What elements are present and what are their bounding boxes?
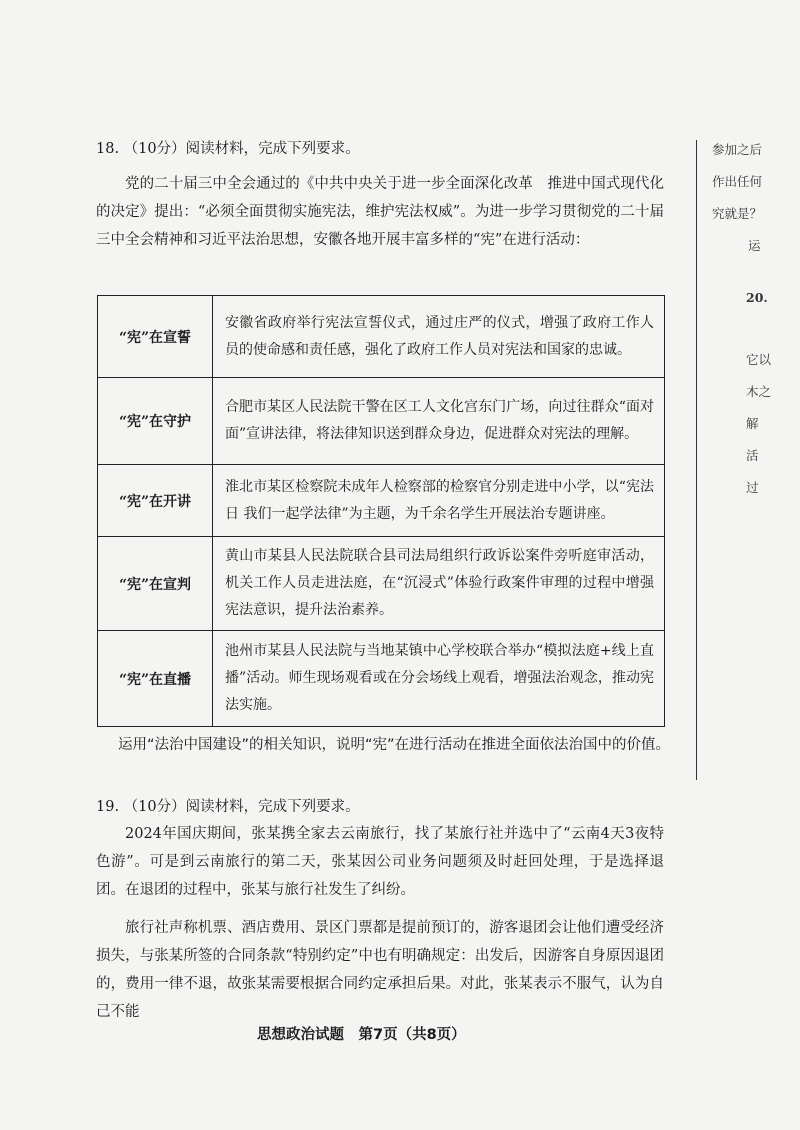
table-row xyxy=(98,465,665,537)
row-label: “宪”在直播 xyxy=(98,631,213,727)
row-text: 安徽省政府举行宪法宣誓仪式，通过庄严的仪式，增强了政府工作人员的使命感和责任感，强化了政府工作人员对宪法和国家的忠诚。 xyxy=(213,296,665,378)
table-row xyxy=(98,537,665,631)
q19-heading: 19. （10分）阅读材料，完成下列要求。 xyxy=(96,799,360,815)
row-label: “宪”在宣誓 xyxy=(98,296,213,378)
row-label: “宪”在守护 xyxy=(98,378,213,465)
q19-paragraph-2: 旅行社声称机票、酒店费用、景区门票都是提前预订的，游客退团会让他们遭受经济损失，与张某所签的合同条款“特别约定”中也有明确规定：出发后，因游客自身原因退团的，费用一律不退，故张某需要根据合同约定承担后果。对此，张某表示不服气，认为自己不能 xyxy=(96,920,664,1020)
edge-text: 过 xyxy=(746,480,759,495)
edge-text: 活 xyxy=(746,448,759,463)
activities-table xyxy=(97,295,665,727)
edge-text: 它以 xyxy=(746,352,772,367)
edge-text: 木之 xyxy=(746,384,772,399)
table-row xyxy=(98,631,665,727)
page-fold-line xyxy=(696,140,697,780)
edge-text: 解 xyxy=(746,416,759,431)
edge-text: 参加之后 xyxy=(712,142,763,157)
row-text: 淮北市某区检察院未成年人检察部的检察官分别走进中小学，以“宪法日 我们一起学法律”为主题，为千余名学生开展法治专题讲座。 xyxy=(213,465,665,537)
q18-intro: 党的二十届三中全会通过的《中共中央关于进一步全面深化改革 推进中国式现代化的决定》提出：“必须全面贯彻实施宪法，维护宪法权威”。为进一步学习贯彻党的二十届三中全会精神和习近平法治思想，安徽各地开展丰富多样的“宪”在进行活动： xyxy=(96,176,664,248)
page-footer: 思想政治试题 第7页（共8页） xyxy=(257,1027,466,1043)
q19-paragraph-1: 2024年国庆期间，张某携全家去云南旅行，找了某旅行社并选中了“云南4天3夜特色游”。可是到云南旅行的第二天，张某因公司业务问题须及时赶回处理，于是选择退团。在退团的过程中，张某与旅行社发生了纠纷。 xyxy=(96,826,664,898)
edge-text: 运 xyxy=(748,238,761,253)
table-row xyxy=(98,296,665,378)
row-text: 池州市某县人民法院与当地某镇中心学校联合举办“模拟法庭+线上直播”活动。师生现场观看或在分会场线上观看，增强法治观念，推动宪法实施。 xyxy=(213,631,665,727)
table-row xyxy=(98,378,665,465)
q18-heading: 18. （10分）阅读材料，完成下列要求。 xyxy=(96,141,360,157)
row-text: 合肥市某区人民法院干警在区工人文化宫东门广场，向过往群众“面对面”宣讲法律，将法律知识送到群众身边，促进群众对宪法的理解。 xyxy=(213,378,665,465)
q18-task: 运用“法治中国建设”的相关知识，说明“宪”在进行活动在推进全面依法治国中的价值。 xyxy=(118,737,671,753)
edge-text: 作出任何 xyxy=(712,174,763,189)
row-label: “宪”在开讲 xyxy=(98,465,213,537)
row-text: 黄山市某县人民法院联合县司法局组织行政诉讼案件旁听庭审活动，机关工作人员走进法庭，在“沉浸式”体验行政案件审理的过程中增强宪法意识，提升法治素养。 xyxy=(213,537,665,631)
edge-text: 20. xyxy=(746,290,768,305)
row-label: “宪”在宣判 xyxy=(98,537,213,631)
edge-text: 究就是？ xyxy=(712,206,763,221)
